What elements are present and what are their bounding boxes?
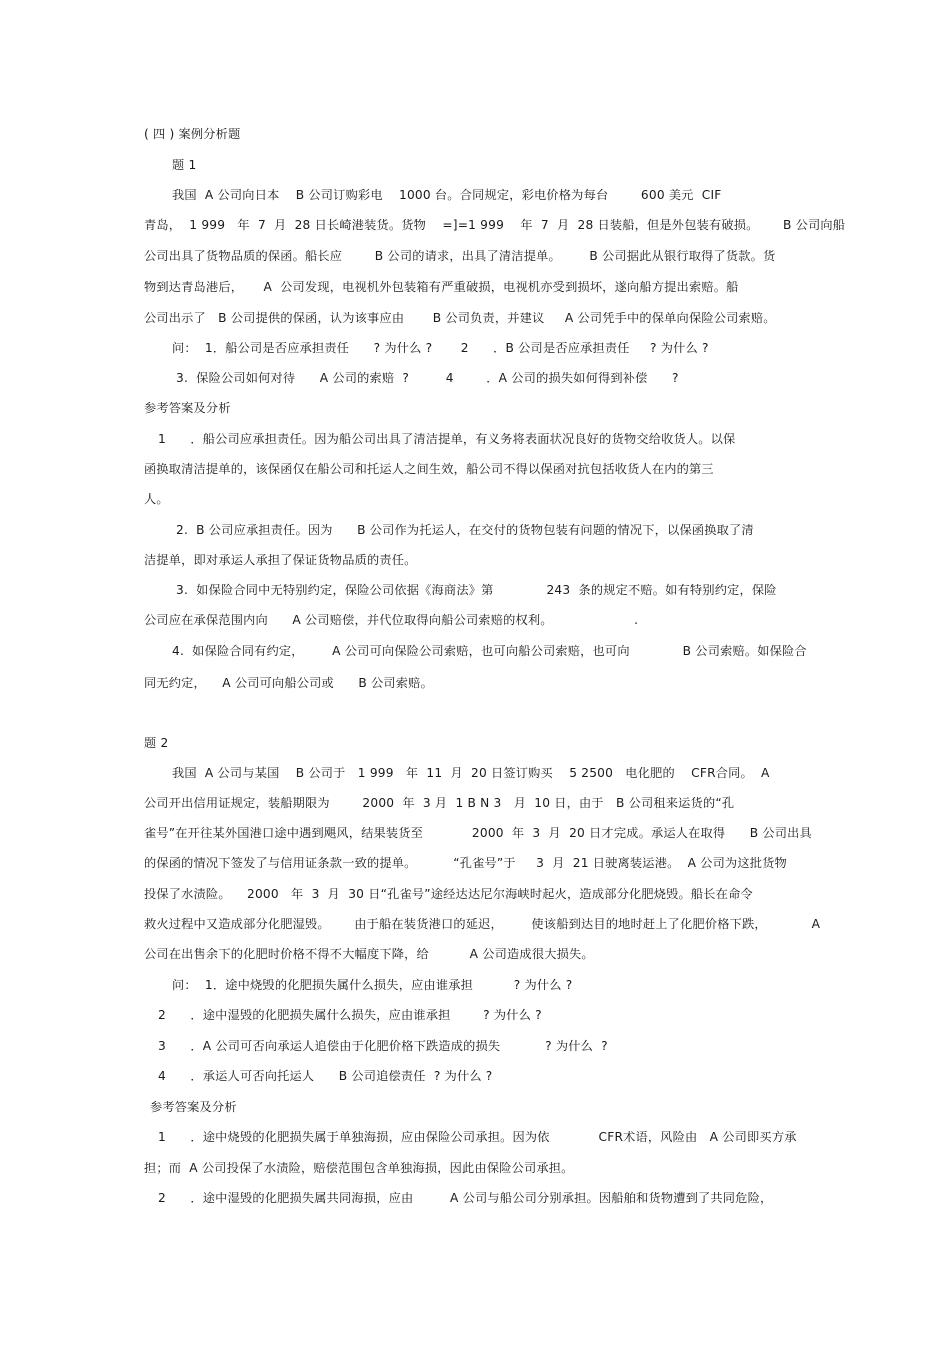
case-2-answer: 担；而 A 公司投保了水渍险，赔偿范围包含单独海损，因此由保险公司承担。	[144, 1161, 574, 1175]
case-1-question: 3. 保险公司如何对待 A 公司的索赔 ? 4 ．A 公司的损失如何得到补偿 ?	[176, 371, 679, 385]
case-2-paragraph: 公司开出信用证规定，装船期限为 2000 年 3 月 1 B N 3 月 10 日，由于 B 公司租来运货的“孔	[144, 796, 735, 810]
case-1-answer: 同无约定， A 公司可向船公司或 B 公司索赔。	[144, 676, 433, 690]
answer-heading: 参考答案及分析	[144, 401, 231, 415]
case-1-answer: 3. 如保险合同中无特别约定，保险公司依据《海商法》第 243 条的规定不赔。如有特别约定，保险	[176, 583, 777, 597]
case-2-paragraph: 的保函的情况下签发了与信用证条款一致的提单。 “孔雀号”于 3 月 21 日驶离装运港。 A 公司为这批货物	[144, 856, 787, 870]
case-1-paragraph: 公司出具了货物品质的保函。船长应 B 公司的请求，出具了清洁提单。 B 公司据此从银行取得了货款。货	[144, 249, 776, 263]
case-2-question: 问： 1．途中烧毁的化肥损失属什么损失，应由谁承担 ? 为什么 ?	[172, 978, 573, 992]
case-2-question: 3 ．A 公司可否向承运人追偿由于化肥价格下跌造成的损失 ? 为什么 ?	[158, 1039, 608, 1053]
case-1-answer: 函换取清洁提单的，该保函仅在船公司和托运人之间生效，船公司不得以保函对抗包括收货人在内的第三	[144, 462, 714, 476]
case-1-question: 问： 1．船公司是否应承担责任 ? 为什么 ? 2 ．B 公司是否应承担责任 ? 为什么 ?	[172, 341, 709, 355]
case-1-answer: 洁提单，即对承运人承担了保证货物品质的责任。	[144, 553, 417, 567]
case-2-title: 题 2	[144, 736, 169, 750]
case-1-paragraph: 我国 A 公司向日本 B 公司订购彩电 1000 台。合同规定，彩电价格为每台 600 美元 CIF	[172, 188, 722, 202]
answer-heading: 参考答案及分析	[150, 1100, 237, 1114]
case-2-question: 4 ．承运人可否向托运人 B 公司追偿责任 ? 为什么 ?	[158, 1069, 493, 1083]
case-1-title: 题 1	[172, 158, 197, 172]
case-1-paragraph: 青岛， 1 999 年 7 月 28 日长崎港装货。货物 =]=1 999 年 7 月 28 日装船，但是外包装有破损。 B 公司向船	[144, 218, 846, 232]
case-1-answer: 1 ．船公司应承担责任。因为船公司出具了清洁提单，有义务将表面状况良好的货物交给收货人。以保	[158, 432, 736, 446]
case-2-paragraph: 救火过程中又造成部分化肥湿毁。 由于船在装货港口的延迟， 使该船到达目的地时赶上了化肥价格下跌， A	[144, 917, 821, 931]
case-1-paragraph: 物到达青岛港后， A 公司发现，电视机外包装箱有严重破损，电视机亦受到损坏，遂向船方提出索赔。船	[144, 280, 739, 294]
case-2-paragraph: 雀号”在开往某外国港口途中遇到飓风，结果装货至 2000 年 3 月 20 日才完成。承运人在取得 B 公司出具	[144, 826, 812, 840]
case-2-paragraph: 公司在出售余下的化肥时价格不得不大幅度下降，给 A 公司造成很大损失。	[144, 947, 594, 961]
case-2-paragraph: 我国 A 公司与某国 B 公司于 1 999 年 11 月 20 日签订购买 5 2500 电化肥的 CFR合同。 A	[172, 766, 770, 780]
case-1-answer: 4. 如保险合同有约定， A 公司可向保险公司索赔，也可向船公司索赔，也可向 B 公司索赔。如保险合	[172, 644, 807, 658]
case-1-answer: 2. B 公司应承担责任。因为 B 公司作为托运人，在交付的货物包装有问题的情况下，以保函换取了清	[176, 523, 754, 537]
case-2-answer: 2 ．途中湿毁的化肥损失属共同海损，应由 A 公司与船公司分别承担。因船舶和货物遭到了共同危险，	[158, 1191, 773, 1205]
case-2-answer: 1 ．途中烧毁的化肥损失属于单独海损，应由保险公司承担。因为依 CFR术语，风险由 A 公司即买方承	[158, 1130, 797, 1144]
case-1-answer: 人。	[144, 492, 169, 506]
case-2-question: 2 ．途中湿毁的化肥损失属什么损失，应由谁承担 ? 为什么 ?	[158, 1008, 542, 1022]
case-1-paragraph: 公司出示了 B 公司提供的保函，认为该事应由 B 公司负责，并建议 A 公司凭手中的保单向保险公司索赔。	[144, 311, 776, 325]
case-2-paragraph: 投保了水渍险。 2000 年 3 月 30 日“孔雀号”途经达达尼尔海峡时起火，造成部分化肥烧毁。船长在命令	[144, 887, 753, 901]
case-1-answer: 公司应在承保范围内向 A 公司赔偿，并代位取得向船公司索赔的权利。 .	[144, 613, 639, 627]
section-heading: ( 四 ) 案例分析题	[144, 127, 241, 141]
